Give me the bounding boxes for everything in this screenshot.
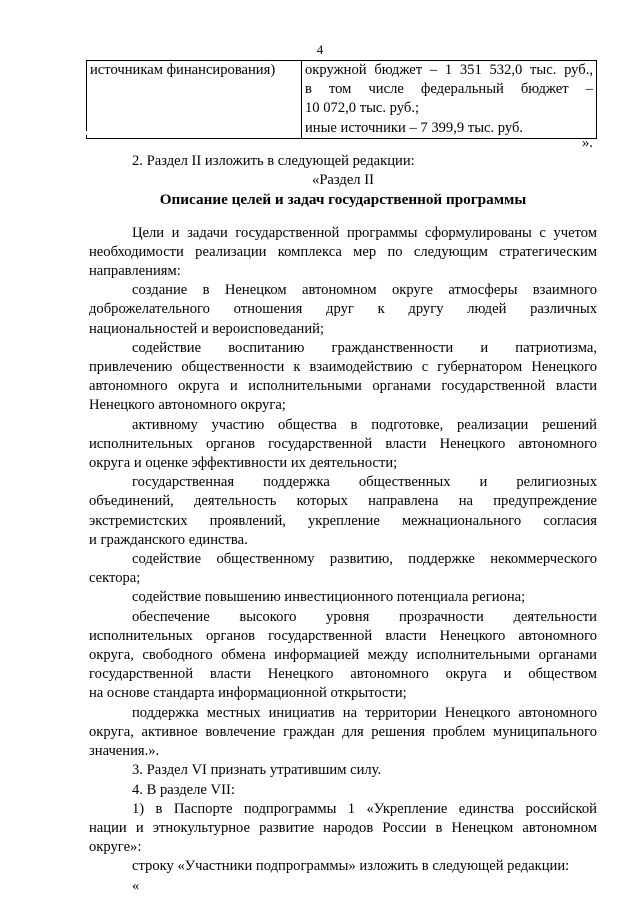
paragraph-goals: [89, 224, 597, 282]
text-line: содействие повышению инвестиционного потенциала региона;: [132, 589, 526, 606]
text-line: значения.».: [89, 743, 160, 760]
table-right-cell: [302, 61, 597, 139]
paragraph-5: [89, 550, 597, 588]
opening-quote: [89, 877, 597, 896]
text-line: государственной власти Ненецкого автономного округа и обществом: [89, 666, 597, 683]
text-line: национальностей и вероисповеданий;: [89, 320, 325, 337]
table-line: в том числе федеральный бюджет –: [305, 81, 593, 98]
text-line: активному участию общества в подготовке, реализации решений: [132, 416, 597, 433]
table-line: иные источники – 7 399,9 тыс. руб.: [305, 119, 524, 136]
text-line: поддержка местных инициатив на территории Ненецкого автономного: [132, 704, 597, 721]
text-line: создание в Ненецком автономном округе атмосферы взаимного: [132, 282, 597, 299]
table-line: окружной бюджет – 1 351 532,0 тыс. руб.,: [305, 62, 593, 78]
text-line: округе»:: [89, 839, 142, 856]
text-line: «: [132, 877, 140, 894]
paragraph-6: [89, 588, 597, 607]
document-body: [89, 152, 597, 896]
text-line: Ненецкого автономного округа;: [89, 397, 286, 414]
text-line: автономного округа и исполнительными органами государственной власти: [89, 378, 597, 395]
text-line: округа, свободного обмена информацией между исполнительными органами: [89, 647, 597, 664]
text-line: обеспечение высокого уровня прозрачности деятельности: [132, 608, 597, 625]
text-line: 4. В разделе VII:: [132, 781, 235, 798]
text-line: содействие общественному развитию, поддержке некоммерческого: [132, 551, 597, 568]
text-line: и гражданского единства.: [89, 531, 248, 548]
item-4: [89, 781, 597, 800]
text-line: направлениям:: [89, 263, 181, 280]
paragraph-3: [89, 416, 597, 474]
paragraph-4: [89, 473, 597, 550]
text-line: строку «Участники подпрограммы» изложить в следующей редакции:: [132, 858, 570, 875]
text-line: 3. Раздел VI признать утратившим силу.: [132, 762, 382, 779]
text-line: 1) в Паспорте подпрограммы 1 «Укрепление единства российской: [132, 800, 597, 817]
participants-row-instruction: [89, 857, 597, 876]
paragraph-8: [89, 704, 597, 762]
subitem-1: [89, 800, 597, 858]
paragraph-7: [89, 608, 597, 704]
paragraph-1: [89, 281, 597, 339]
text-line: необходимости реализации комплекса мер по следующим стратегическим: [89, 243, 597, 260]
text-line: сектора;: [89, 570, 141, 587]
text-line: нации и этнокультурное развитие народов России в Ненецком автономном: [89, 819, 597, 836]
text-line: Цели и задачи государственной программы сформулированы с учетом: [132, 224, 597, 241]
text-line: исполнительных органов государственной власти Ненецкого автономного: [89, 627, 597, 644]
section-heading: «Раздел II: [312, 172, 374, 189]
text-line: привлечению общественности к взаимодействию с губернатором Ненецкого: [89, 359, 597, 376]
paragraph-2: [89, 339, 597, 416]
text-line: доброжелательного отношения друг к другу людей различных: [89, 301, 597, 318]
table-bottom-gap: [86, 131, 294, 135]
text-line: округа, активное вовлечение граждан для решения проблем муниципального: [89, 723, 597, 740]
text-line: экстремистских проявлений, укрепление межнационального согласия: [89, 512, 597, 529]
item-3: [89, 761, 597, 780]
financing-table: [86, 60, 597, 139]
text-line: объединений, деятельность которых направлена на предупреждение: [89, 493, 597, 510]
closing-quote: ».: [582, 135, 593, 151]
text-line: содействие воспитанию гражданственности и патриотизма,: [132, 339, 597, 356]
text-line: исполнительных органов государственной власти Ненецкого автономного: [89, 435, 597, 452]
table-line: 10 072,0 тыс. руб.;: [305, 100, 420, 117]
item-2: 2. Раздел II изложить в следующей редакции:: [132, 153, 415, 169]
text-line: на основе стандарта информационной открытости;: [89, 685, 407, 702]
text-line: государственная поддержка общественных и религиозных: [132, 474, 597, 491]
section-title: Описание целей и задач государственной программы: [159, 191, 527, 209]
text-line: округа и оценке эффективности их деятельности;: [89, 455, 398, 472]
table-left-cell: источникам финансирования): [87, 61, 302, 139]
page-number: 4: [316, 42, 324, 57]
